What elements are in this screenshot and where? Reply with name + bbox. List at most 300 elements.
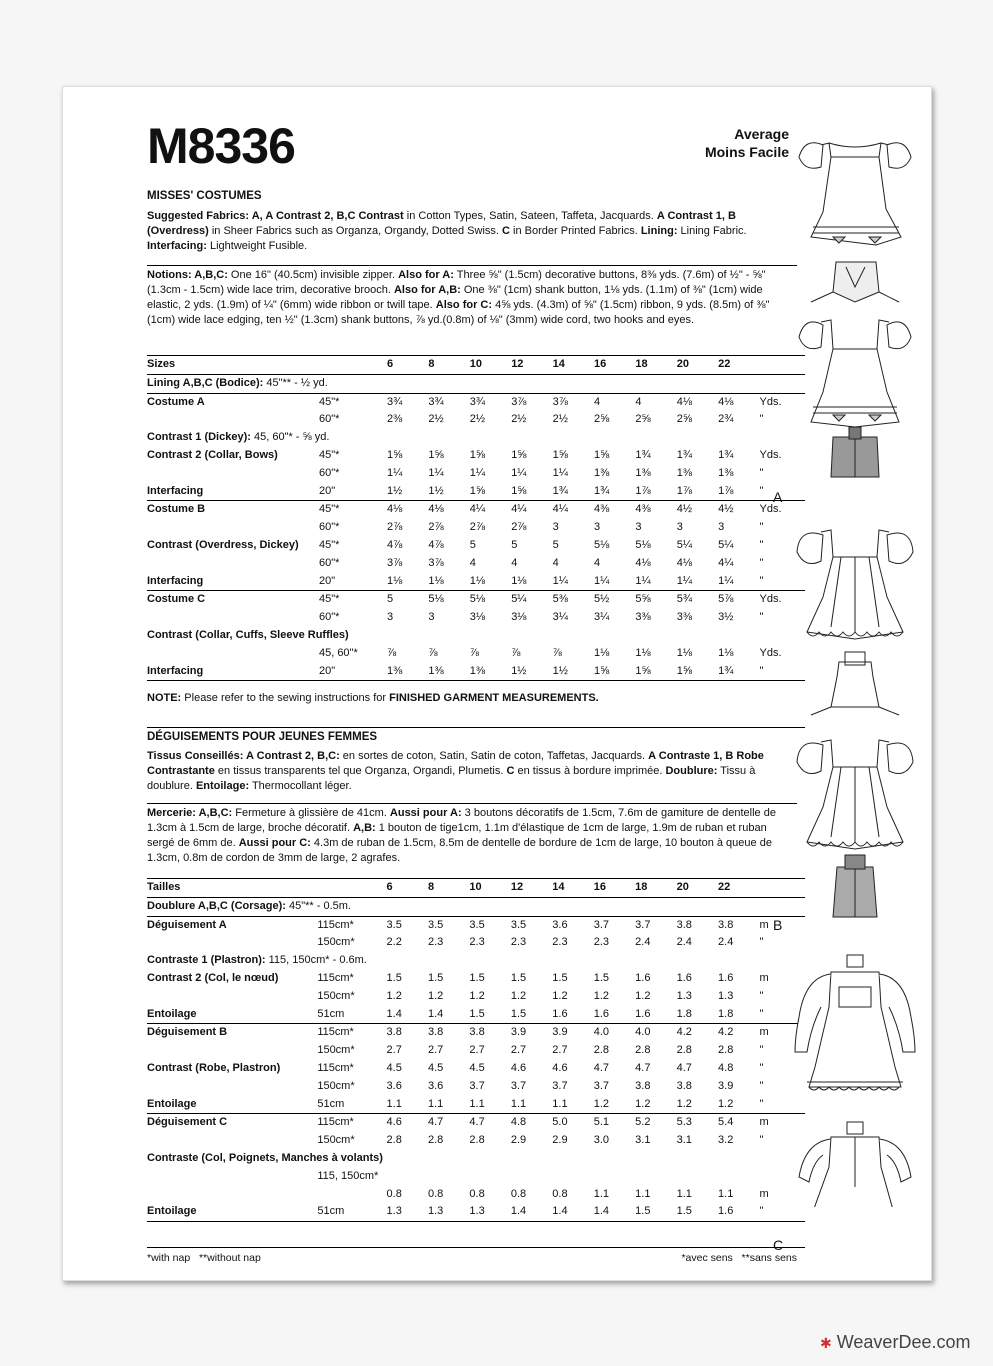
- table-row: [147, 1132, 805, 1150]
- yardage-cell: 3.7: [593, 1079, 610, 1092]
- unit-cell: m: [759, 1024, 805, 1042]
- unit-cell: Yds.: [759, 448, 782, 461]
- notions-bold-3: Aussi pour C:: [238, 837, 311, 849]
- unit-cell: Yds.: [759, 646, 782, 659]
- notions-text-2: 1 bouton de tige1cm, 1.1m d'élastique de 1cm de large, 1.9m de ruban et ruban sergé de 6mm de.: [147, 822, 767, 849]
- yardage-cell: 5: [469, 538, 476, 551]
- spool-icon: ✱: [820, 1335, 832, 1351]
- yardage-cell: 2¾: [718, 413, 734, 426]
- size-header: 10: [470, 356, 511, 375]
- table-header: [147, 356, 805, 375]
- yardage-cell: 1.2: [386, 989, 402, 1002]
- fabric-width: 51cm: [317, 1097, 345, 1110]
- yardage-cell: 1.3: [469, 1203, 510, 1221]
- yardage-cell: 2⅝: [676, 413, 693, 426]
- difficulty-en: Average: [734, 126, 789, 142]
- row-label: [147, 609, 319, 627]
- row-label: [147, 645, 319, 663]
- row-label: Contraste (Col, Poignets, Manches à volants): [147, 1151, 383, 1164]
- yardage-cell: 1⅝: [594, 663, 635, 681]
- fabrics-paragraph-en: [147, 209, 797, 254]
- yardage-cell: 4⅜: [594, 501, 635, 519]
- yardage-cell: 1¼: [593, 574, 610, 587]
- view-a-front-dress: [799, 143, 911, 245]
- yardage-cell: 1⅝: [511, 448, 527, 461]
- weaverdee-logo: [820, 1332, 970, 1353]
- yardage-cell: 3⅜: [676, 611, 693, 624]
- fabrics-text-2: in Border Printed Fabrics.: [509, 225, 641, 237]
- yardage-cell: 3: [428, 611, 435, 624]
- yardage-cell: 4: [594, 393, 635, 411]
- fabric-width: 60"*: [318, 413, 340, 426]
- yardage-cell: 1¼: [387, 466, 403, 479]
- yardage-cell: 1.6: [676, 971, 692, 984]
- yardage-cell: 3.7: [552, 1079, 568, 1092]
- yardage-cell: 1⅝: [469, 484, 486, 497]
- table-row: [147, 537, 805, 555]
- yardage-cell: 5.2: [635, 1114, 676, 1132]
- yardage-cell: 4¼: [511, 501, 552, 519]
- yardage-cell: 1.4: [427, 1007, 444, 1020]
- size-header: 14: [553, 356, 594, 375]
- yardage-cell: 1.3: [718, 989, 734, 1002]
- view-c-front-dress: [795, 955, 915, 1090]
- size-header: 18: [635, 356, 676, 375]
- yardage-cell: 3.9: [511, 1024, 552, 1042]
- yardage-cell: 2.4: [718, 936, 734, 949]
- notions-text-3: 4.3m de ruban de 1.5cm, 8.5m de dentelle de bordure de 1cm de large, 10 bouton à queue de 1.3cm, 0.8m de cordon de 3mm de large, 2 agrafes.: [147, 837, 772, 864]
- yardage-cell: 2.7: [510, 1044, 527, 1057]
- yardage-cell: 1.1: [718, 1187, 734, 1200]
- yardage-cell: 1.6: [718, 971, 734, 984]
- yardage-cell: 1.1: [635, 1187, 651, 1200]
- yardage-cell: 4.8: [511, 1114, 552, 1132]
- view-letter-b: B: [773, 917, 783, 933]
- pattern-envelope-back: [62, 86, 932, 1281]
- yardage-cell: 4⅞: [428, 538, 444, 551]
- fabric-width: 51cm: [317, 1007, 345, 1020]
- table-row: [147, 1042, 805, 1060]
- yardage-cell: 4.5: [427, 1061, 444, 1074]
- table-row: [147, 591, 805, 609]
- yardage-cell: 1⅛: [718, 646, 734, 659]
- yardage-cell: 1¼: [428, 466, 444, 479]
- yardage-cell: 1⅛: [469, 574, 486, 587]
- yardage-cell: 1.5: [635, 1203, 676, 1221]
- row-label: [147, 1168, 317, 1186]
- view-c-back-dress: [799, 1122, 911, 1207]
- row-label: Déguisement C: [147, 1114, 317, 1132]
- yardage-cell: 3.8: [718, 916, 759, 934]
- table-row: [147, 645, 805, 663]
- yardage-cell: 4¼: [470, 501, 511, 519]
- fabric-width: 20": [318, 484, 336, 497]
- yardage-cell: 1¾: [635, 448, 651, 461]
- yardage-cell: 4⅜: [635, 501, 676, 519]
- yardage-cell: 1⅜: [428, 663, 469, 681]
- yardage-cell: 1.5: [677, 1203, 718, 1221]
- yardage-cell: 2½: [511, 413, 527, 426]
- yardage-cell: 2⅞: [469, 521, 486, 534]
- fabrics-text-4: Thermocollant léger.: [249, 780, 352, 792]
- pattern-number: M8336: [147, 118, 295, 174]
- yardage-cell: 1.2: [718, 1097, 734, 1110]
- yardage-cell: 2.8: [593, 1044, 610, 1057]
- yardage-cell: 2⅞: [511, 521, 527, 534]
- table-row: [147, 897, 805, 916]
- fabrics-paragraph-fr: [147, 749, 797, 794]
- yardage-table-en: [147, 355, 805, 681]
- notions-bold-1: Aussi pour A:: [389, 807, 462, 819]
- fabrics-text-0: in Cotton Types, Satin, Sateen, Taffeta, Jacquards.: [403, 210, 657, 222]
- size-header: 12: [511, 356, 552, 375]
- yardage-cell: 1.5: [469, 971, 485, 984]
- fabric-width: 45"*: [318, 538, 340, 551]
- yardage-cell: 2⅝: [635, 413, 651, 426]
- yardage-cell: 1.6: [635, 971, 651, 984]
- yardage-cell: 2½: [552, 413, 568, 426]
- yardage-cell: 1⅜: [593, 466, 610, 479]
- table-row: [147, 1096, 805, 1114]
- fabric-width: [317, 1186, 386, 1204]
- size-header: 10: [469, 879, 510, 898]
- row-label: Interfacing: [147, 663, 319, 681]
- fabric-width: 115cm*: [317, 1024, 386, 1042]
- yardage-cell: 3.8: [428, 1024, 469, 1042]
- fabric-width: 60"*: [318, 466, 340, 479]
- yardage-cell: 1⅝: [593, 448, 610, 461]
- row-label: [147, 411, 319, 429]
- view-a-dickey-back: [831, 427, 879, 477]
- yardage-cell: 3: [718, 521, 725, 534]
- yardage-cell: ⅞: [511, 646, 521, 659]
- yardage-cell: 1½: [553, 663, 594, 681]
- notions-text-2: One ⅜" (1cm) shank button, 1⅛ yds. (1.1m) of ⅜" (1cm) wide elastic, 2 yds. (1.9m) of ¼" (6mm) wide ribbon or twill tape.: [147, 284, 763, 311]
- row-label: Entoilage: [147, 1097, 197, 1110]
- fabrics-text-1: in Sheer Fabrics such as Organza, Organdy, Dotted Swiss.: [208, 225, 503, 237]
- table-row: [147, 393, 805, 411]
- notions-text-3: 4⅝ yds. (4.3m) of ⅝" (1.5cm) ribbon, 9 yds. (8.5m) of ⅜" (1cm) wide lace edging, ten ½" (1.3cm) shank buttons, ⅞ yd.(0.8m) of ⅛" (3mm) wide cord, two hooks and eyes.: [147, 299, 770, 326]
- row-label: [147, 988, 317, 1006]
- section-title-fr: DÉGUISEMENTS POUR JEUNES FEMMES: [147, 727, 805, 743]
- yardage-cell: 1.1: [676, 1187, 692, 1200]
- yardage-cell: 1.5: [510, 971, 527, 984]
- table-row: [147, 465, 805, 483]
- table-row: [147, 1186, 805, 1204]
- yardage-cell: 1.6: [552, 1007, 568, 1020]
- yardage-cell: 1¼: [552, 466, 568, 479]
- fabric-width: 150cm*: [317, 989, 355, 1002]
- notions-bold-1: Also for A:: [398, 269, 454, 281]
- yardage-cell: 3.8: [387, 1024, 428, 1042]
- notions-bold-2: A,B:: [353, 822, 376, 834]
- row-label: Déguisement A: [147, 916, 317, 934]
- row-label: Déguisement B: [147, 1024, 317, 1042]
- yardage-cell: 3.8: [635, 1079, 651, 1092]
- yardage-cell: 1.2: [635, 1097, 651, 1110]
- yardage-cell: 1.8: [718, 1007, 734, 1020]
- yardage-cell: 1.2: [593, 1097, 610, 1110]
- fabrics-bold-4: Entoilage:: [195, 780, 250, 792]
- yardage-cell: 5¼: [676, 538, 693, 551]
- row-label: Entoilage: [147, 1203, 317, 1221]
- yardage-cell: 1⅜: [387, 663, 428, 681]
- yardage-cell: [594, 1168, 635, 1186]
- table-row: [147, 952, 805, 970]
- yardage-cell: 1.3: [428, 1203, 469, 1221]
- notions-bold-0: Mercerie: A,B,C:: [147, 807, 233, 819]
- yardage-cell: 2.7: [386, 1044, 402, 1057]
- yardage-cell: 3.8: [469, 1024, 510, 1042]
- row-label: Contrast (Collar, Cuffs, Sleeve Ruffles): [147, 628, 349, 641]
- yardage-cell: 1.2: [427, 989, 444, 1002]
- yardage-cell: 2.4: [635, 936, 651, 949]
- yardage-cell: 1.1: [427, 1097, 444, 1110]
- yardage-cell: 3.5: [511, 916, 552, 934]
- unit-cell: ": [759, 611, 764, 624]
- yardage-cell: 4⅛: [387, 501, 428, 519]
- unit-cell: ": [759, 1203, 805, 1221]
- yardage-cell: 1¾: [593, 484, 610, 497]
- yardage-cell: 5⅛: [635, 538, 651, 551]
- view-b-dickey-back: [833, 855, 877, 917]
- yardage-cell: 2½: [469, 413, 486, 426]
- yardage-cell: 1¼: [469, 466, 486, 479]
- row-label: Entoilage: [147, 1007, 197, 1020]
- yardage-cell: 4: [593, 556, 601, 569]
- yardage-cell: [469, 1168, 510, 1186]
- yardage-cell: ⅞: [552, 646, 562, 659]
- yardage-cell: 1.2: [510, 989, 527, 1002]
- yardage-cell: 4.7: [593, 1061, 610, 1074]
- fabrics-text-3: Tissu à doublure.: [147, 765, 756, 792]
- yardage-cell: 1⅝: [635, 663, 676, 681]
- yardage-cell: 4.2: [677, 1024, 718, 1042]
- yardage-cell: 5⅝: [635, 591, 676, 609]
- notions-bold-3: Also for C:: [435, 299, 493, 311]
- yardage-cell: 4.7: [635, 1061, 651, 1074]
- unit-cell: Yds.: [760, 393, 805, 411]
- yardage-cell: 2.8: [469, 1134, 485, 1147]
- yardage-cell: 2.3: [469, 936, 485, 949]
- yardage-cell: 5¼: [511, 591, 552, 609]
- yardage-cell: 5.0: [552, 1114, 593, 1132]
- table-row: [147, 1114, 805, 1132]
- sizes-label: Sizes: [147, 356, 319, 375]
- yardage-cell: 1.4: [511, 1203, 552, 1221]
- yardage-cell: 3¼: [593, 611, 610, 624]
- yardage-cell: ⅞: [387, 646, 397, 659]
- footnote-row: [147, 1247, 805, 1264]
- unit-cell: ": [759, 538, 764, 551]
- fabric-width: 45"*: [319, 591, 387, 609]
- fabric-width: 20": [319, 663, 387, 681]
- notions-text-0: Fermeture à glissière de 41cm.: [232, 807, 390, 819]
- fabric-width: 45"*: [319, 501, 387, 519]
- yardage-cell: 1⅝: [552, 448, 568, 461]
- unit-cell: m: [759, 971, 769, 984]
- fabrics-bold-4: Interfacing:: [147, 240, 207, 252]
- yardage-cell: 1⅝: [428, 448, 444, 461]
- row-label: Costume B: [147, 501, 319, 519]
- yardage-cell: 1.6: [593, 1007, 610, 1020]
- yardage-cell: 4.0: [594, 1024, 635, 1042]
- yardage-cell: 3.1: [676, 1134, 692, 1147]
- unit-cell: ": [759, 1079, 764, 1092]
- fabrics-bold-2: C: [502, 225, 510, 237]
- footnote-fr: *avec sens **sans sens: [681, 1252, 797, 1264]
- yardage-cell: 2.2: [386, 936, 402, 949]
- fabric-width: 60"*: [318, 611, 340, 624]
- fabric-width: 45"*: [319, 393, 387, 411]
- yardage-cell: 3: [676, 521, 683, 534]
- yardage-cell: 1⅝: [387, 448, 403, 461]
- yardage-cell: 1¼: [676, 574, 693, 587]
- yardage-cell: 3.1: [635, 1134, 651, 1147]
- unit-cell: m: [759, 1114, 805, 1132]
- row-label: [147, 519, 319, 537]
- yardage-cell: 3⅛: [469, 611, 486, 624]
- yardage-cell: ⅞: [428, 646, 438, 659]
- yardage-cell: 3.7: [635, 916, 676, 934]
- unit-cell: ": [759, 1044, 764, 1057]
- logo-text: WeaverDee.com: [836, 1332, 971, 1352]
- yardage-cell: 5: [552, 538, 559, 551]
- yardage-cell: 1½: [428, 484, 444, 497]
- fabrics-bold-0: Suggested Fabrics: A, A Contrast 2, B,C Contrast: [147, 210, 404, 222]
- yardage-cell: 5⅛: [470, 591, 511, 609]
- row-label: Contrast 2 (Col, le nœud): [147, 971, 279, 984]
- yardage-cell: 1.3: [676, 989, 692, 1002]
- notions-text-1: 3 boutons décoratifs de 1.5cm, 7.6m de gamiture de dentelle de 1.3cm à 1.5cm de large, broche décoratif.: [147, 807, 776, 834]
- fabric-width: 150cm*: [317, 1044, 355, 1057]
- yardage-cell: 1⅜: [718, 466, 734, 479]
- yardage-cell: 4⅛: [718, 393, 759, 411]
- yardage-cell: 3⅞: [387, 556, 403, 569]
- yardage-cell: 4: [552, 556, 559, 569]
- yardage-cell: 3.6: [552, 916, 593, 934]
- yardage-cell: 1.1: [510, 1097, 527, 1110]
- table-row: [147, 988, 805, 1006]
- fabric-width: 45"*: [318, 448, 340, 461]
- table-row: [147, 1024, 805, 1042]
- unit-cell: ": [759, 484, 764, 497]
- row-label: Contrast (Overdress, Dickey): [147, 538, 299, 551]
- table-row: [147, 411, 805, 429]
- fabric-width: 115cm*: [317, 1114, 386, 1132]
- yardage-cell: 1⅜: [635, 466, 651, 479]
- fabric-width: 115cm*: [317, 971, 354, 984]
- section-title-en: MISSES' COSTUMES: [147, 190, 262, 202]
- yardage-cell: 1⅛: [593, 646, 610, 659]
- fabric-width: 51cm: [317, 1203, 386, 1221]
- table-row: [147, 934, 805, 952]
- yardage-cell: 1.5: [386, 971, 402, 984]
- yardage-cell: 3¾: [470, 393, 511, 411]
- fabrics-bold-0: Tissus Conseillés: A Contrast 2, B,C:: [147, 750, 340, 762]
- yardage-cell: 2.9: [552, 1134, 568, 1147]
- fabrics-bold-3: Doublure:: [665, 765, 718, 777]
- yardage-cell: 4.5: [469, 1061, 485, 1074]
- yardage-cell: 1.2: [635, 989, 651, 1002]
- row-label: [147, 1132, 317, 1150]
- table-row: [147, 609, 805, 627]
- yardage-cell: 1.6: [635, 1007, 651, 1020]
- row-label: [147, 555, 319, 573]
- yardage-cell: 5: [387, 591, 428, 609]
- yardage-cell: 1.1: [469, 1097, 485, 1110]
- row-label: Costume A: [147, 393, 319, 411]
- fabric-width: 150cm*: [317, 1134, 355, 1147]
- yardage-cell: 2.8: [427, 1134, 444, 1147]
- fabrics-text-1: en tissus transparents tel que Organza, Organdi, Plumetis.: [214, 765, 507, 777]
- size-header: 20: [677, 879, 718, 898]
- yardage-cell: 1⅝: [469, 448, 486, 461]
- yardage-cell: 1.5: [469, 1007, 485, 1020]
- yardage-cell: 2.3: [510, 936, 527, 949]
- yardage-cell: 1⅝: [511, 484, 527, 497]
- yardage-cell: 3.5: [387, 916, 428, 934]
- yardage-cell: 1¾: [718, 448, 734, 461]
- row-label: Contrast (Robe, Plastron): [147, 1061, 281, 1074]
- width-header: [317, 879, 386, 898]
- yardage-cell: 1⅛: [511, 574, 527, 587]
- yardage-cell: 1.5: [427, 971, 444, 984]
- yardage-cell: 2.3: [427, 936, 444, 949]
- yardage-cell: [718, 1168, 759, 1186]
- notions-text-1: Three ⅝" (1.5cm) decorative buttons, 8⅜ yds. (7.6m) of ½" - ⅝" (1.3cm - 1.5cm) wide lace trim, decorative brooch.: [147, 269, 766, 296]
- yardage-cell: 2⅝: [593, 413, 610, 426]
- yardage-cell: 5¼: [718, 538, 734, 551]
- yardage-cell: 1¾: [552, 484, 568, 497]
- yardage-cell: 2.7: [427, 1044, 444, 1057]
- yardage-cell: 1½: [387, 484, 403, 497]
- table-row: [147, 519, 805, 537]
- yardage-cell: 2.9: [510, 1134, 527, 1147]
- notions-paragraph-en: [147, 265, 797, 328]
- yardage-cell: 2.7: [552, 1044, 568, 1057]
- yardage-cell: 1.4: [594, 1203, 635, 1221]
- view-letter-c: C: [773, 1237, 784, 1253]
- unit-cell: ": [759, 989, 764, 1002]
- yardage-cell: 1¾: [718, 663, 759, 681]
- yardage-cell: 3.8: [677, 916, 718, 934]
- yardage-cell: 1⅛: [676, 646, 693, 659]
- fabrics-bold-1: A Contrast 1, B (Overdress): [147, 210, 736, 237]
- unit-cell: m: [759, 916, 805, 934]
- unit-cell: ": [759, 574, 764, 587]
- yardage-cell: 5⅜: [553, 591, 594, 609]
- width-header: [319, 356, 387, 375]
- table-row: [147, 1060, 805, 1078]
- yardage-cell: [552, 1168, 593, 1186]
- yardage-cell: [635, 1168, 676, 1186]
- yardage-cell: 3.8: [676, 1079, 692, 1092]
- fabrics-bold-1: A Contraste 1, B Robe Contrastante: [147, 750, 764, 777]
- sizes-label: Tailles: [147, 879, 317, 898]
- yardage-cell: 2⅜: [387, 413, 403, 426]
- yardage-cell: 1.5: [552, 971, 568, 984]
- yardage-cell: 4.8: [718, 1061, 734, 1074]
- yardage-cell: 3⅞: [511, 393, 552, 411]
- yardage-cell: 1⅞: [676, 484, 693, 497]
- yardage-cell: 3.6: [427, 1079, 444, 1092]
- fabric-width: 45, 60"*: [318, 646, 358, 659]
- yardage-cell: ⅞: [469, 646, 479, 659]
- unit-cell: ": [759, 1061, 764, 1074]
- table-row: [147, 663, 805, 681]
- yardage-cell: 5⅛: [428, 591, 469, 609]
